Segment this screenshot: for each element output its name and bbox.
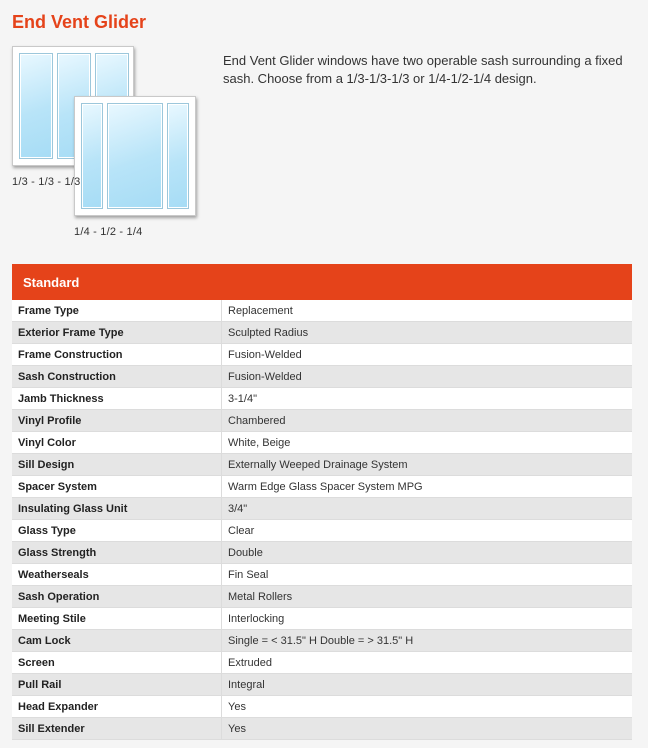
table-row: [12, 388, 632, 410]
spec-value: Replacement: [222, 300, 633, 322]
spec-value: Fusion-Welded: [222, 366, 633, 388]
spec-label: Sill Extender: [12, 718, 222, 740]
spec-value: Fusion-Welded: [222, 344, 633, 366]
spec-value: 3-1/4": [222, 388, 633, 410]
page-title: End Vent Glider: [12, 12, 147, 32]
table-row: [12, 476, 632, 498]
table-row: [12, 608, 632, 630]
spec-label: Pull Rail: [12, 674, 222, 696]
table-row: [12, 520, 632, 542]
spec-value: Yes: [222, 718, 633, 740]
table-row: [12, 652, 632, 674]
spec-value: White, Beige: [222, 432, 633, 454]
spec-value: Externally Weeped Drainage System: [222, 454, 633, 476]
table-row: [12, 498, 632, 520]
table-row: [12, 454, 632, 476]
table-row: [12, 718, 632, 740]
spec-label: Exterior Frame Type: [12, 322, 222, 344]
spec-value: Clear: [222, 520, 633, 542]
spec-value: 3/4": [222, 498, 633, 520]
spec-value: Interlocking: [222, 608, 633, 630]
spec-value: Integral: [222, 674, 633, 696]
spec-value: Chambered: [222, 410, 633, 432]
ratio-label-thirds: 1/3 - 1/3 - 1/3: [12, 176, 81, 188]
spec-label: Jamb Thickness: [12, 388, 222, 410]
spec-value: Warm Edge Glass Spacer System MPG: [222, 476, 633, 498]
spec-label: Vinyl Color: [12, 432, 222, 454]
spec-table: [12, 264, 632, 740]
spec-label: Head Expander: [12, 696, 222, 718]
glass-pane: [81, 103, 103, 209]
spec-value: Fin Seal: [222, 564, 633, 586]
spec-label: Vinyl Profile: [12, 410, 222, 432]
spec-label: Weatherseals: [12, 564, 222, 586]
table-row: [12, 630, 632, 652]
spec-value: Single = < 31.5" H Double = > 31.5" H: [222, 630, 633, 652]
spec-value: Yes: [222, 696, 633, 718]
spec-value: Sculpted Radius: [222, 322, 633, 344]
table-row: [12, 564, 632, 586]
spec-label: Frame Construction: [12, 344, 222, 366]
spec-value: Metal Rollers: [222, 586, 633, 608]
spec-label: Screen: [12, 652, 222, 674]
table-row: [12, 322, 632, 344]
table-row: [12, 586, 632, 608]
table-row: [12, 300, 632, 322]
spec-label: Glass Strength: [12, 542, 222, 564]
spec-label: Insulating Glass Unit: [12, 498, 222, 520]
window-design-illustration: [12, 46, 202, 244]
spec-label: Meeting Stile: [12, 608, 222, 630]
table-row: [12, 344, 632, 366]
ratio-label-quarter-half: 1/4 - 1/2 - 1/4: [74, 226, 143, 238]
table-row: [12, 696, 632, 718]
spec-table-header: Standard: [12, 264, 632, 300]
spec-label: Cam Lock: [12, 630, 222, 652]
table-row: [12, 542, 632, 564]
spec-label: Frame Type: [12, 300, 222, 322]
spec-table-header-row: [12, 264, 632, 300]
product-description: End Vent Glider windows have two operable sash surrounding a fixed sash. Choose from a 1/3-1/3-1/3 or 1/4-1/2-1/4 design.: [223, 53, 623, 86]
table-row: [12, 674, 632, 696]
spec-value: Extruded: [222, 652, 633, 674]
spec-label: Sash Construction: [12, 366, 222, 388]
glass-pane: [167, 103, 189, 209]
spec-label: Sash Operation: [12, 586, 222, 608]
spec-label: Spacer System: [12, 476, 222, 498]
glass-pane: [107, 103, 163, 209]
spec-label: Sill Design: [12, 454, 222, 476]
table-row: [12, 366, 632, 388]
table-row: [12, 432, 632, 454]
spec-label: Glass Type: [12, 520, 222, 542]
table-row: [12, 410, 632, 432]
spec-value: Double: [222, 542, 633, 564]
glass-pane: [19, 53, 53, 159]
window-quarter-half-diagram: [74, 96, 196, 216]
